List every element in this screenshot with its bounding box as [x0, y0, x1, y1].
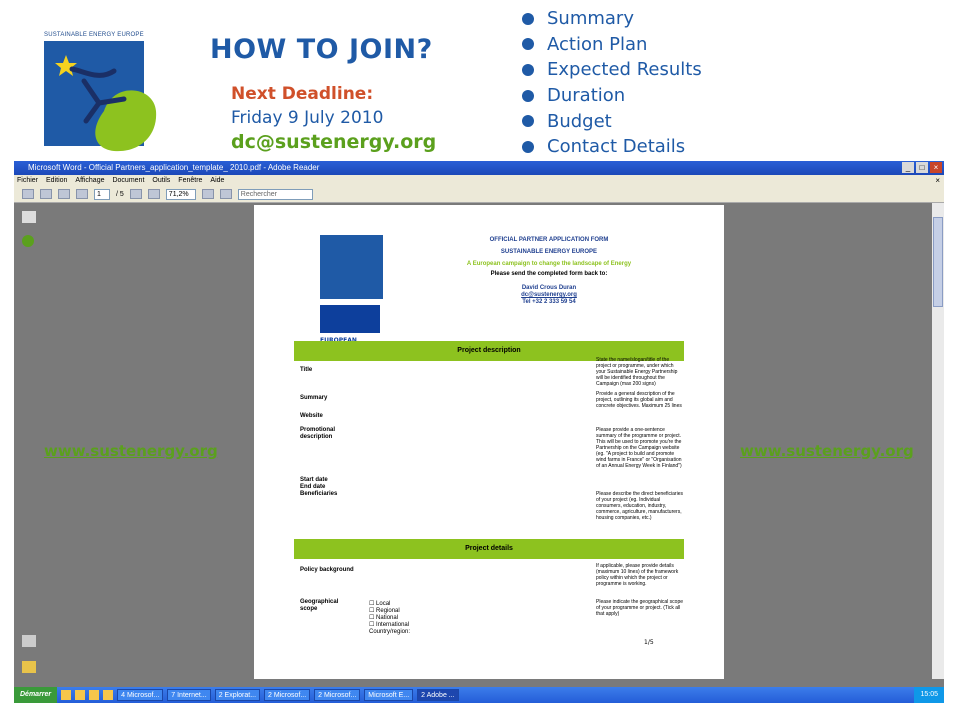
vertical-scrollbar[interactable]: [932, 203, 944, 679]
note-beneficiaries: Please describe the direct beneficiaries of your project (eg. Individual consumers, education, industry, commerce, agriculture, manufacturers, housing companies, etc.): [596, 491, 683, 521]
taskbar-item[interactable]: 2 Microsof...: [264, 689, 310, 701]
menu-bar: [14, 175, 944, 186]
menu-document[interactable]: Document: [112, 177, 145, 184]
fit-page-icon[interactable]: [202, 189, 214, 199]
menu-fichier[interactable]: Fichier: [17, 177, 39, 184]
close-button[interactable]: ×: [930, 162, 942, 173]
window-title: Microsoft Word - Official Partners_application_template_ 2010.pdf - Adobe Reader: [28, 163, 320, 172]
page-title: HOW TO JOIN?: [210, 34, 433, 65]
section-project-details: Project details: [294, 539, 684, 559]
pdf-page: [254, 205, 724, 679]
quicklaunch-icon[interactable]: [103, 690, 113, 700]
maximize-button[interactable]: □: [916, 162, 928, 173]
deadline-block: [231, 82, 436, 154]
label-end-date: End date: [300, 484, 326, 490]
bullet-item: Budget: [522, 108, 702, 134]
pdf-page-number: 1/5: [644, 639, 654, 646]
form-tagline: A European campaign to change the landscape of Energy: [466, 261, 632, 267]
page-total: / 5: [116, 190, 124, 198]
geo-option[interactable]: ☐ Regional: [369, 608, 400, 614]
fit-width-icon[interactable]: [220, 189, 232, 199]
eu-flag-icon: [320, 305, 380, 333]
taskbar-item-active[interactable]: 2 Adobe ...: [417, 689, 458, 701]
search-input[interactable]: Rechercher: [238, 189, 313, 200]
taskbar-item[interactable]: 2 Microsof...: [314, 689, 360, 701]
menu-aide[interactable]: Aide: [210, 177, 225, 184]
scrollbar-thumb[interactable]: [933, 217, 943, 307]
zoom-field[interactable]: 71,2%: [166, 189, 196, 200]
contact-email[interactable]: dc@sustenergy.org: [231, 131, 437, 153]
label-promotional: Promotional description: [300, 427, 336, 440]
zoom-in-icon[interactable]: [148, 189, 160, 199]
bullet-dot-icon: [522, 141, 534, 153]
note-geo: Please indicate the geographical scope of your programme or project. (Tick all that apply): [596, 599, 684, 617]
label-policy: Policy background: [300, 567, 354, 573]
bullet-item: Contact Details: [522, 134, 702, 160]
bullet-item: Duration: [522, 83, 702, 109]
taskbar-item[interactable]: 4 Microsof...: [117, 689, 163, 701]
deadline-date: Friday 9 July 2010: [231, 108, 384, 128]
pages-icon[interactable]: [22, 211, 36, 223]
navigation-pane: [14, 203, 44, 679]
share-icon[interactable]: [40, 189, 52, 199]
next-page-icon[interactable]: [76, 189, 88, 199]
adobe-reader-window: [14, 161, 944, 691]
note-title: State the name/slogan/title of the project or programme, under which your Sustainable Energy Partnership will be identified throughout the Campaign (max 200 signs): [596, 357, 678, 387]
quicklaunch-icon[interactable]: [75, 690, 85, 700]
label-summary: Summary: [300, 395, 328, 401]
menu-fenetre[interactable]: Fenêtre: [178, 177, 203, 184]
form-contact-tel: Tel +32 2 333 59 54: [522, 299, 576, 305]
form-contact-email[interactable]: dc@sustenergy.org: [521, 292, 577, 298]
window-titlebar: [14, 161, 944, 175]
form-logo: [320, 235, 383, 299]
label-geo-scope: Geographical scope: [300, 599, 339, 612]
comment-icon[interactable]: [22, 661, 36, 673]
label-website: Website: [300, 413, 323, 419]
note-promo: Please provide a one-sentence summary of the programme or project. This will be used to promote you're the Partnership on the Campaign website (eg. "A project to build and promote wind farms in France" or "Organisation of an Annual Energy Week in Finland"): [596, 427, 682, 469]
menu-affichage[interactable]: Affichage: [75, 177, 105, 184]
minimize-button[interactable]: _: [902, 162, 914, 173]
geo-option[interactable]: ☐ International: [369, 622, 410, 628]
join-steps-list: [522, 6, 702, 160]
page-number-input[interactable]: 1: [94, 189, 110, 200]
window-controls: [902, 162, 942, 173]
label-start-date: Start date: [300, 477, 328, 483]
windows-taskbar: [14, 687, 944, 703]
quicklaunch-icon[interactable]: [61, 690, 71, 700]
logo-figure-icon: [44, 41, 159, 153]
note-summary: Provide a general description of the project, outlining its global aim and concrete objectives. Maximum 25 lines: [596, 391, 682, 409]
form-contact-name: David Crous Duran: [521, 285, 577, 291]
menu-edition[interactable]: Edition: [46, 177, 68, 184]
geo-country-label: Country/region:: [369, 629, 411, 635]
attachment-icon[interactable]: [22, 635, 36, 647]
bullet-item: Expected Results: [522, 57, 702, 83]
section-project-description: Project description: [294, 341, 684, 361]
taskbar-item[interactable]: 2 Explorat...: [215, 689, 260, 701]
bullet-dot-icon: [522, 38, 534, 50]
quicklaunch-icon[interactable]: [89, 690, 99, 700]
taskbar-item[interactable]: Microsoft E...: [364, 689, 413, 701]
prev-page-icon[interactable]: [58, 189, 70, 199]
side-url-left[interactable]: www.sustenergy.org: [44, 442, 218, 460]
bullet-dot-icon: [522, 90, 534, 102]
bullet-item: Action Plan: [522, 32, 702, 58]
side-url-right[interactable]: www.sustenergy.org: [740, 442, 914, 460]
form-send-note: Please send the completed form back to:: [490, 271, 608, 277]
geo-option[interactable]: ☐ National: [369, 615, 399, 621]
deadline-label: Next Deadline:: [231, 84, 374, 104]
bullet-item: Summary: [522, 6, 702, 32]
form-title: OFFICIAL PARTNER APPLICATION FORM: [489, 237, 609, 243]
geo-option[interactable]: ☐ Local: [369, 601, 391, 607]
bullet-dot-icon: [522, 13, 534, 25]
logo-caption: SUSTAINABLE ENERGY EUROPE: [44, 32, 144, 38]
label-title: Title: [300, 367, 313, 373]
doc-close-icon[interactable]: ×: [935, 176, 940, 185]
help-icon[interactable]: [22, 235, 34, 247]
start-button[interactable]: Démarrer: [14, 687, 57, 703]
toolbar: [14, 186, 944, 203]
bullet-dot-icon: [522, 64, 534, 76]
zoom-out-icon[interactable]: [130, 189, 142, 199]
label-beneficiaries: Beneficiaries: [300, 491, 338, 497]
menu-outils[interactable]: Outils: [152, 177, 171, 184]
bullet-dot-icon: [522, 115, 534, 127]
form-org: SUSTAINABLE ENERGY EUROPE: [500, 249, 598, 255]
note-policy: If applicable, please provide details (maximum 10 lines) of the framework policy within which the project or programme is working.: [596, 563, 679, 587]
system-clock: 15:05: [914, 687, 944, 703]
sustainable-energy-europe-logo: [44, 32, 156, 152]
print-icon[interactable]: [22, 189, 34, 199]
taskbar-item[interactable]: 7 Internet...: [167, 689, 210, 701]
